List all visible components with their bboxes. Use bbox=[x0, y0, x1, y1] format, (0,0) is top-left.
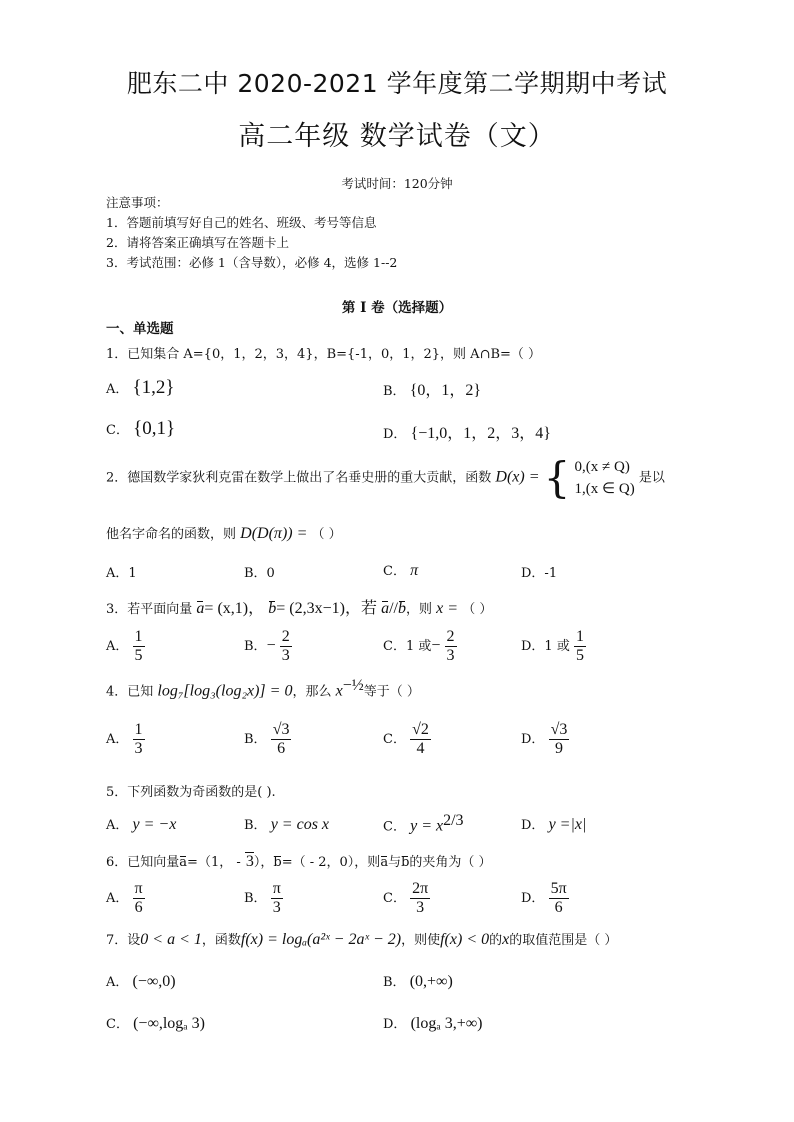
note-item: 2．请将答案正确填写在答题卡上 bbox=[106, 235, 289, 250]
q2-option-d: D．-1 bbox=[521, 566, 558, 581]
question-2-stem-cont: 他名字命名的函数，则 D(D(π)) = （ ） bbox=[106, 525, 342, 542]
q3-option-a: A． $\frac{1}{5}$ bbox=[106, 628, 143, 664]
q6-option-a: A． $\frac{\pi}{6}$ bbox=[106, 880, 143, 916]
q4-option-a: A． $\frac{1}{3}$ bbox=[106, 721, 143, 757]
q4-option-d: D． $\frac{√3}{9}$ bbox=[521, 721, 568, 757]
q6-option-c: C． $\frac{2\pi}{3}$ bbox=[383, 880, 429, 916]
exam-title: 肥东二中 2020-2021 学年度第二学期期中考试 bbox=[126, 69, 668, 98]
q2-option-b: B．0 bbox=[244, 566, 275, 581]
q5-option-a: A． y = −x bbox=[106, 816, 177, 833]
question-3-stem: 3．若平面向量 a= (x,1)， b= (2,3x−1)，若 a//b，则 x = （ ） bbox=[106, 600, 493, 617]
q7-option-a: A． (−∞,0) bbox=[106, 973, 176, 990]
q7-option-c: C． (−∞,logₐ 3) bbox=[106, 1015, 205, 1032]
q7-option-d: D． (logₐ 3,+∞) bbox=[383, 1015, 483, 1032]
q7-option-b: B． (0,+∞) bbox=[383, 973, 453, 990]
notes bbox=[106, 193, 397, 273]
q1-option-c: C． {0,1} bbox=[106, 418, 176, 439]
q1-option-b: B． {0，1，2} bbox=[383, 382, 482, 399]
q3-option-d: D．1 或 $\frac{1}{5}$ bbox=[521, 628, 584, 664]
subsection-title: 一、单选题 bbox=[106, 321, 174, 337]
question-6-stem: 6．已知向量a=（1， - 3），b=（ - 2，0），则a与b的夹角为（ ） bbox=[106, 853, 492, 870]
question-2-stem: 2．德国数学家狄利克雷在数学上做出了名垂史册的重大贡献，函数 D(x) = { 0,(x ≠ Q) 1,(x ∈ Q) 是以 bbox=[106, 453, 665, 502]
q3-option-b: B．− $\frac{2}{3}$ bbox=[244, 628, 290, 664]
q2-option-a: A．1 bbox=[106, 566, 137, 581]
q4-option-c: C． $\frac{√2}{4}$ bbox=[383, 721, 429, 757]
q5-option-b: B． y = cos x bbox=[244, 816, 330, 833]
q6-option-b: B． $\frac{\pi}{3}$ bbox=[244, 880, 281, 916]
question-4-stem: 4．已知 log₇[log₃(log₂x)] = 0，那么 $x^{-\frac{1}{2}}$等于（ ） bbox=[106, 677, 420, 700]
question-1-stem: 1．已知集合 A={0，1，2，3，4}，B={-1，0，1，2}，则 A∩B=（ ） bbox=[106, 347, 542, 362]
piecewise-function: { 0,(x ≠ Q) 1,(x ∈ Q) bbox=[543, 453, 635, 502]
q2-option-c: C． π bbox=[383, 562, 419, 579]
section-title: 第 I 卷（选择题） bbox=[341, 300, 453, 316]
q6-option-d: D． $\frac{5\pi}{6}$ bbox=[521, 880, 567, 916]
question-5-stem: 5．下列函数为奇函数的是( ). bbox=[106, 785, 276, 800]
q5-option-d: D． y =|x| bbox=[521, 816, 587, 833]
exam-time: 考试时间：120分钟 bbox=[341, 176, 453, 191]
q5-option-c: C． $y = x^{2/3}$ bbox=[383, 812, 464, 835]
q3-option-c: C．1 或− $\frac{2}{3}$ bbox=[383, 628, 455, 664]
notes-heading: 注意事项： bbox=[106, 195, 169, 210]
q1-option-d: D． {−1,0，1，2，3，4} bbox=[383, 425, 551, 442]
q1-option-a: A． {1,2} bbox=[106, 377, 175, 398]
question-7-stem: 7．设0 < a < 1，函数f(x) = logₐ(a²ˣ − 2aˣ − 2)，则使f(x) < 0的x的取值范围是（ ） bbox=[106, 931, 618, 948]
q4-option-b: B． $\frac{√3}{6}$ bbox=[244, 721, 290, 757]
note-item: 1．答题前填写好自己的姓名、班级、考号等信息 bbox=[106, 215, 377, 230]
exam-subtitle: 高二年级 数学试卷（文） bbox=[238, 121, 556, 152]
note-item: 3．考试范围：必修 1（含导数），必修 4，选修 1--2 bbox=[106, 255, 398, 270]
